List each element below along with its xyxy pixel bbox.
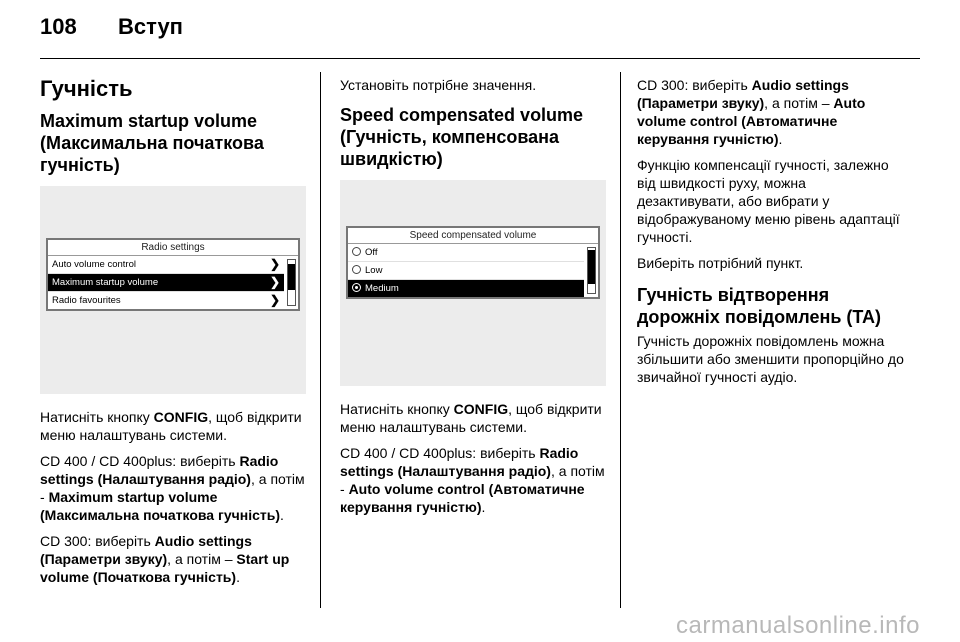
section-title: Гучність: [40, 76, 133, 101]
menu-row-max-startup-volume: [48, 274, 284, 292]
page-header: [40, 14, 183, 40]
max-startup-volume-heading: Maximum startup volume (Максимальна початкова гучність): [40, 111, 264, 175]
paragraph: CD 400 / CD 400plus: виберіть Radio settings (Налаштування радіо), а потім - Maximum startup volume (Максимальна початкова гучність).: [40, 453, 305, 523]
column-1: [40, 76, 306, 594]
watermark: carmanualsonline.info: [676, 612, 920, 639]
paragraph: Функцію компенсації гучності, залежно від швидкості руху, можна дезактивувати, або вибрати у відображуваному меню рівень адаптації гучності.: [637, 157, 900, 245]
paragraph: Виберіть потрібний пункт.: [637, 255, 804, 271]
paragraph: Натисніть кнопку CONFIG, щоб відкрити меню налаштувань системи.: [340, 401, 602, 435]
option-off: Off: [348, 244, 584, 262]
paragraph: Натисніть кнопку CONFIG, щоб відкрити меню налаштувань системи.: [40, 409, 302, 443]
paragraph: Гучність дорожніх повідомлень можна збільшити або зменшити пропорційно до звичайної гучності аудіо.: [637, 333, 904, 385]
radio-selected-icon: [352, 283, 361, 292]
paragraph: CD 300: виберіть Audio settings (Параметри звуку), а потім – Start up volume (Початкова гучність).: [40, 533, 290, 585]
chevron-right-icon: ❯: [269, 257, 280, 271]
scrollbar: [287, 259, 296, 306]
radio-settings-screen: [46, 238, 300, 311]
chevron-right-icon: ❯: [269, 293, 280, 307]
chapter-title: Вступ: [118, 14, 183, 39]
option-medium: Medium: [348, 280, 584, 297]
header-rule: [40, 58, 920, 59]
radio-icon: [352, 265, 361, 274]
speed-compensated-volume-heading: Speed compensated volume (Гучність, компенсована швидкістю): [340, 105, 584, 169]
speed-compensated-illustration: [340, 180, 606, 386]
menu-row-label: Radio favourites: [52, 295, 121, 306]
menu-row-auto-volume: [48, 256, 284, 274]
screen-title: Speed compensated volume: [348, 228, 598, 244]
speed-compensated-screen: [346, 226, 600, 299]
scrollbar-thumb: [588, 250, 595, 284]
intro-paragraph: Установіть потрібне значення.: [340, 77, 537, 93]
scrollbar: [587, 247, 596, 294]
menu-row-label: Maximum startup volume: [52, 277, 159, 288]
radio-settings-illustration: [40, 186, 306, 394]
column-divider-2: [620, 72, 621, 608]
menu-row-label: Auto volume control: [52, 259, 136, 270]
menu-row-radio-favourites: [48, 292, 284, 309]
paragraph: CD 300: виберіть Audio settings (Параметри звуку), а потім – Auto volume control (Автоматичне керування гучністю).: [637, 77, 866, 147]
column-3: [637, 76, 905, 394]
chevron-right-icon: ❯: [269, 275, 280, 289]
radio-icon: [352, 247, 361, 256]
column-divider-1: [320, 72, 321, 608]
screen-title: Radio settings: [48, 240, 298, 256]
page-number: 108: [40, 14, 77, 39]
paragraph: CD 400 / CD 400plus: виберіть Radio settings (Налаштування радіо), а потім - Auto volume control (Автоматичне керування гучністю).: [340, 445, 605, 515]
column-2: [340, 76, 606, 524]
option-low: Low: [348, 262, 584, 280]
traffic-announcement-volume-heading: Гучність відтворення дорожніх повідомлень (TA): [637, 285, 882, 327]
scrollbar-thumb: [288, 264, 295, 290]
